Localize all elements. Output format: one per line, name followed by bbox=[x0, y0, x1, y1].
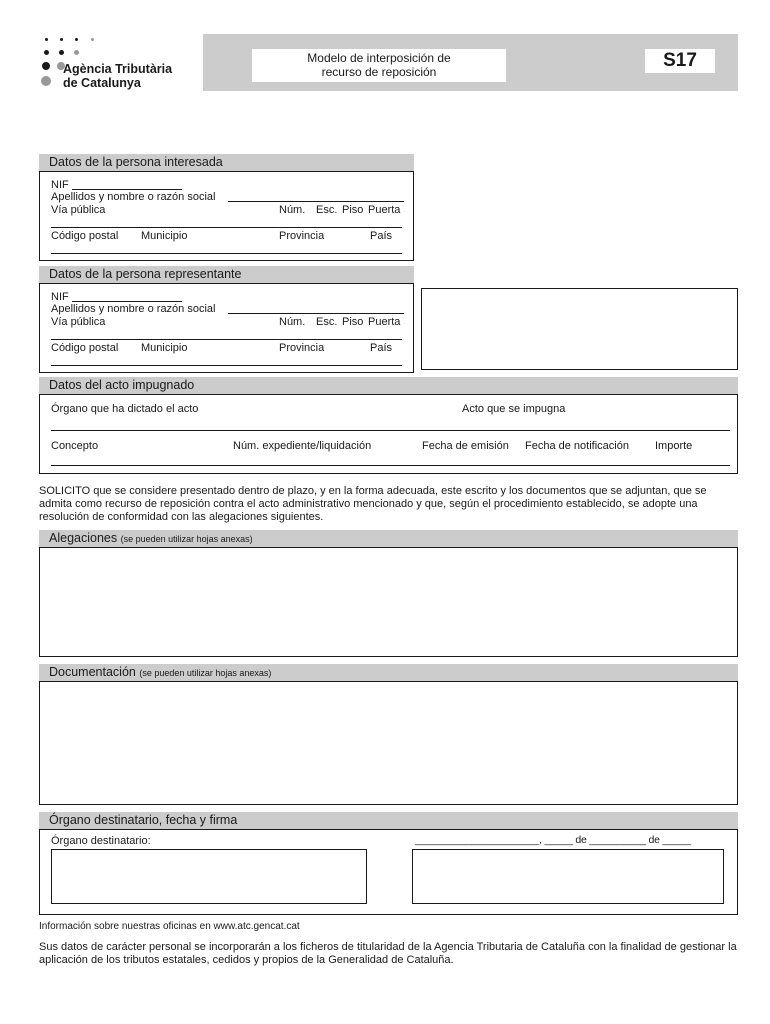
piso-label: Piso bbox=[342, 204, 364, 216]
section-interesada-title: Datos de la persona interesada bbox=[39, 154, 414, 171]
rep-provincia-label: Provincia bbox=[279, 342, 325, 354]
alegaciones-note: (se pueden utilizar hojas anexas) bbox=[120, 534, 253, 544]
logo-dot bbox=[75, 38, 78, 41]
rep-nombre-field[interactable] bbox=[228, 313, 404, 314]
esc-label: Esc. bbox=[316, 204, 338, 216]
rep-cp-field[interactable] bbox=[51, 365, 402, 366]
section-documentacion-title bbox=[39, 664, 738, 681]
rep-via-field[interactable] bbox=[51, 339, 402, 340]
organo-acto-label: Órgano que ha dictado el acto bbox=[51, 403, 199, 415]
section-representante-title: Datos de la persona representante bbox=[39, 266, 414, 283]
rep-municipio-label: Municipio bbox=[141, 342, 188, 354]
rep-esc-label: Esc. bbox=[316, 316, 338, 328]
via-label: Vía pública bbox=[51, 204, 106, 216]
logo-dot bbox=[42, 62, 50, 70]
importe-label: Importe bbox=[655, 440, 693, 452]
puerta-label: Puerta bbox=[368, 204, 401, 216]
privacy-notice: Sus datos de carácter personal se incorporarán a los ficheros de titularidad de la Agencia Tributaria de Cataluña con la finalidad de gestionar la aplicación de los tributos estatales, cedidos y propios de la Generalidad de Cataluña. bbox=[39, 941, 737, 966]
rep-nif-field[interactable] bbox=[72, 301, 182, 302]
alegaciones-title: Alegaciones bbox=[49, 531, 118, 545]
documentacion-title: Documentación bbox=[49, 665, 136, 679]
registration-stamp-box bbox=[421, 288, 738, 370]
section-interesada-box bbox=[39, 171, 414, 261]
rep-piso-label: Piso bbox=[342, 316, 364, 328]
rep-pais-label: País bbox=[370, 342, 393, 354]
rep-nif-label: NIF bbox=[51, 291, 69, 303]
cp-field[interactable] bbox=[51, 253, 402, 254]
logo-dot bbox=[59, 50, 64, 55]
num-label: Núm. bbox=[279, 204, 306, 216]
acto-impugna-label: Acto que se impugna bbox=[462, 403, 566, 415]
nif-field[interactable] bbox=[72, 189, 182, 190]
via-field[interactable] bbox=[51, 227, 402, 228]
nif-label: NIF bbox=[51, 179, 69, 191]
concepto-label: Concepto bbox=[51, 440, 99, 452]
fecha-notificacion-label: Fecha de notificación bbox=[525, 440, 629, 452]
organo-destinatario-field[interactable] bbox=[51, 849, 367, 904]
form-code: S17 bbox=[645, 49, 715, 73]
cp-label: Código postal bbox=[51, 230, 119, 242]
concepto-field[interactable] bbox=[51, 465, 730, 466]
organo-acto-field[interactable] bbox=[51, 430, 730, 431]
section-representante-box bbox=[39, 283, 414, 373]
fecha-emision-label: Fecha de emisión bbox=[422, 440, 509, 452]
alegaciones-textarea[interactable] bbox=[39, 547, 738, 657]
section-firma-title: Órgano destinatario, fecha y firma bbox=[39, 812, 738, 829]
form-title-line2: recurso de reposición bbox=[321, 65, 437, 79]
signature-field[interactable] bbox=[412, 849, 724, 904]
logo-dot bbox=[44, 50, 49, 55]
logo-line1: Agència Tributària bbox=[63, 62, 173, 76]
nombre-label: Apellidos y nombre o razón social bbox=[51, 191, 216, 203]
organo-destinatario-label: Órgano destinatario: bbox=[51, 835, 151, 847]
logo-dot bbox=[41, 76, 51, 86]
provincia-label: Provincia bbox=[279, 230, 325, 242]
rep-via-label: Vía pública bbox=[51, 316, 106, 328]
pais-label: País bbox=[370, 230, 393, 242]
municipio-label: Municipio bbox=[141, 230, 188, 242]
oficinas-info: Información sobre nuestras oficinas en www.atc.gencat.cat bbox=[39, 921, 300, 932]
expediente-label: Núm. expediente/liquidación bbox=[233, 440, 372, 452]
documentacion-textarea[interactable] bbox=[39, 681, 738, 805]
documentacion-note: (se pueden utilizar hojas anexas) bbox=[139, 668, 272, 678]
solicito-text: SOLICITO que se considere presentado dentro de plazo, y en la forma adecuada, este escrito y los documentos que se adjuntan, que se admita como recurso de reposición contra el acto administrativo mencionado y que, según el procedimiento establecido, se adopte una resolución de conformidad con las alegaciones siguientes. bbox=[39, 485, 707, 523]
rep-nombre-label: Apellidos y nombre o razón social bbox=[51, 303, 216, 315]
rep-puerta-label: Puerta bbox=[368, 316, 401, 328]
section-alegaciones-title bbox=[39, 530, 738, 547]
fecha-line: ______________________, _____ de __________ de _____ bbox=[415, 834, 691, 846]
nombre-field[interactable] bbox=[228, 201, 404, 202]
logo-line2: de Catalunya bbox=[63, 76, 141, 90]
logo-dot bbox=[91, 38, 94, 41]
logo-dot bbox=[60, 38, 63, 41]
rep-num-label: Núm. bbox=[279, 316, 306, 328]
rep-cp-label: Código postal bbox=[51, 342, 119, 354]
form-title-line1: Modelo de interposición de bbox=[307, 51, 451, 65]
logo-dot bbox=[74, 50, 79, 55]
logo-dot bbox=[45, 38, 48, 41]
section-acto-title: Datos del acto impugnado bbox=[39, 377, 738, 394]
form-title bbox=[252, 49, 506, 82]
